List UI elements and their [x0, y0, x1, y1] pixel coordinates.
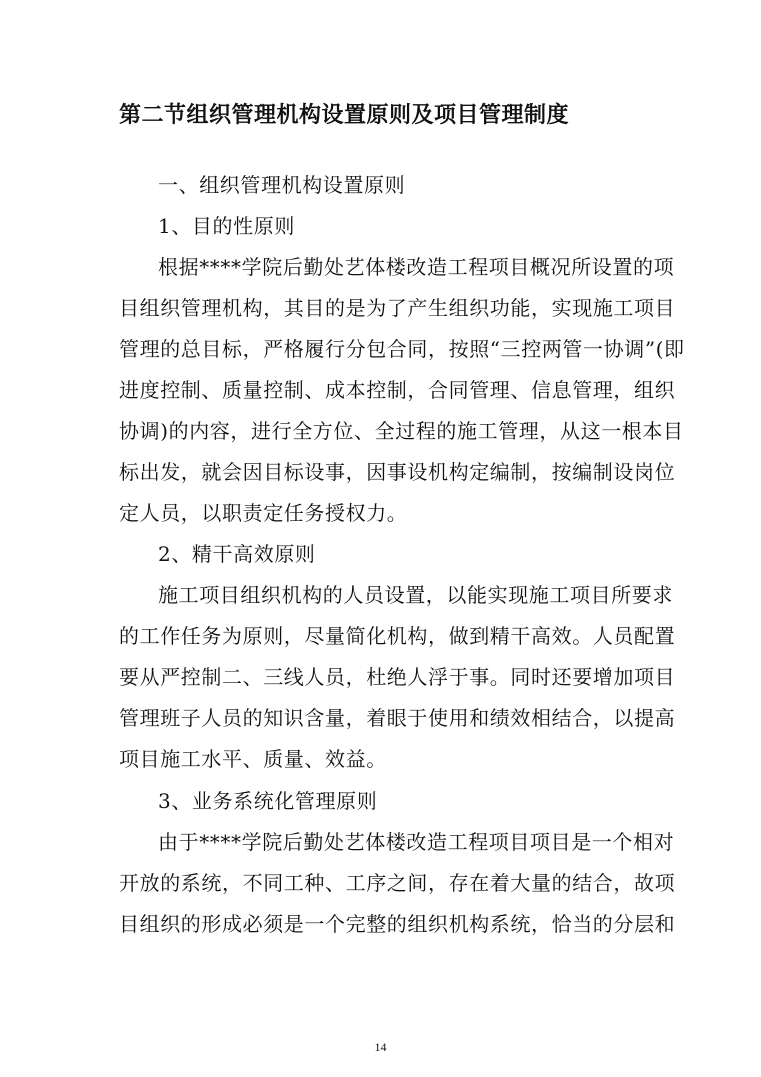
page-number: 14: [374, 1040, 387, 1054]
paragraph-line: 根据****学院后勤处艺体楼改造工程项目概况所设置的项: [158, 255, 675, 279]
paragraph-line: 目组织的形成必须是一个完整的组织机构系统，恰当的分层和: [119, 912, 676, 936]
paragraph-line: 协调)的内容，进行全方位、全过程的施工管理，从这一根本目: [119, 419, 684, 443]
paragraph-line: 目组织管理机构，其目的是为了产生组织功能，实现施工项目: [119, 296, 676, 320]
paragraph-line: 管理的总目标，严格履行分包合同，按照“三控两管一协调”(即: [119, 337, 685, 361]
paragraph-line: 定人员，以职责定任务授权力。: [119, 501, 408, 525]
principle-heading-1: 1、目的性原则: [158, 214, 295, 238]
paragraph-line: 要从严控制二、三线人员，杜绝人浮于事。同时还要增加项目: [119, 665, 676, 689]
paragraph-line: 进度控制、质量控制、成本控制，合同管理、信息管理，组织: [119, 378, 676, 402]
paragraph-line: 开放的系统，不同工种、工序之间，存在着大量的结合，故项: [119, 871, 676, 895]
section-heading: 一、组织管理机构设置原则: [158, 173, 406, 197]
principle-heading-3: 3、业务系统化管理原则: [158, 789, 378, 813]
paragraph-line: 由于****学院后勤处艺体楼改造工程项目项目是一个相对: [158, 830, 675, 854]
paragraph-line: 标出发，就会因目标设事，因事设机构定编制，按编制设岗位: [119, 460, 676, 484]
paragraph-line: 施工项目组织机构的人员设置，以能实现施工项目所要求: [158, 583, 673, 607]
paragraph-line: 项目施工水平、质量、效益。: [119, 747, 387, 771]
paragraph-line: 的工作任务为原则，尽量简化机构，做到精干高效。人员配置: [119, 624, 676, 648]
paragraph-line: 管理班子人员的知识含量，着眼于使用和绩效相结合，以提高: [119, 706, 676, 730]
principle-heading-2: 2、精干高效原则: [158, 542, 316, 566]
page-title: 第二节组织管理机构设置原则及项目管理制度: [119, 102, 570, 128]
